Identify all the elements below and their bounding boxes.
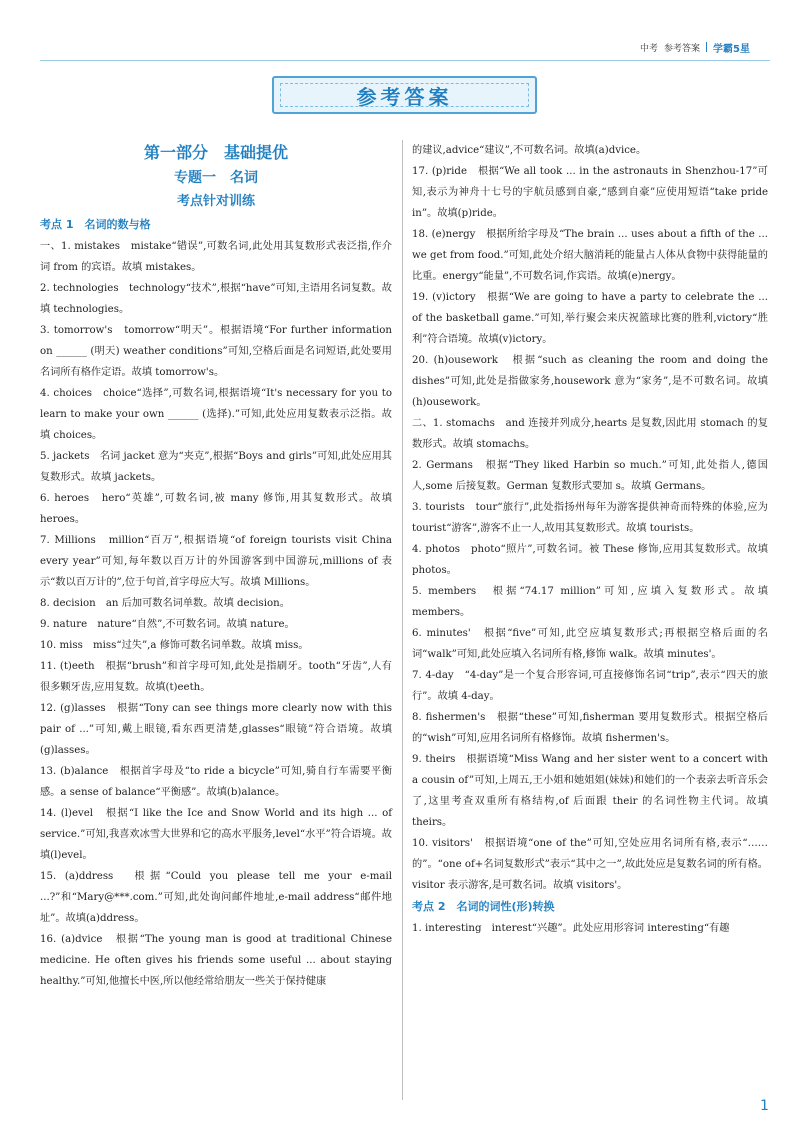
answer-item: 7. 4-day “4-day”是一个复合形容词,可直接修饰名词“trip”,表示“四天的旅行”。故填 4-day。	[412, 670, 768, 702]
answer-item: 的建议,advice“建议”,不可数名词。故填(a)dvice。	[412, 145, 647, 156]
answer-item: 6. minutes' 根据“five”可知,此空应填复数形式;再根据空格后面的名词“walk”可知,此处应填入名词所有格,修饰 walk。故填 minutes'。	[412, 628, 768, 660]
banner-title: 参考答案	[356, 84, 453, 109]
topic-title: 专题一 名词	[174, 170, 258, 186]
answer-item: 8. decision an 后加可数名词单数。故填 decision。	[40, 598, 290, 609]
answer-item: 7. Millions million“百万”,根据语境“of foreign tourists visit China every year”可知,每年数以百万计的外国游客到中国游玩,millions of 表示“数以百万计的”,位于句首,首字母应大写。故填 Millions。	[40, 535, 392, 588]
answer-item: 10. visitors' 根据语境“one of the”可知,空处应用名词所有格,表示“……的”。“one of+名词复数形式”表示“其中之一”,故此处应是复数名词的所有格。visitor 表示游客,是可数名词。故填 visitors'。	[412, 838, 768, 891]
right-column	[412, 140, 768, 939]
header-rule	[40, 60, 770, 61]
key-point-heading: 考点 2 名词的词性(形)转换	[412, 900, 555, 913]
answer-item: 13. (b)alance 根据首字母及“to ride a bicycle”可知,骑自行车需要平衡感。a sense of balance“平衡感”。故填(b)alance。	[40, 766, 392, 798]
answer-item: 5. jackets 名词 jacket 意为“夹克”,根据“Boys and girls”可知,此处应用其复数形式。故填 jackets。	[40, 451, 392, 483]
right-column-body	[412, 140, 768, 939]
answer-item: 19. (v)ictory 根据“We are going to have a party to celebrate the ... of the basketball game.”可知,举行聚会来庆祝篮球比赛的胜利,victory“胜利”符合语境。故填(v)ictory。	[412, 292, 768, 345]
answer-item: 16. (a)dvice 根据“The young man is good at traditional Chinese medicine. He often gives his friends some useful ... about staying healthy.”可知,他擅长中医,所以他经常给朋友一些关于保持健康	[40, 934, 392, 987]
answer-item: 一、1. mistakes mistake“错误”,可数名词,此处用其复数形式表泛指,作介词 from 的宾语。故填 mistakes。	[40, 241, 392, 273]
answer-item: 11. (t)eeth 根据“brush”和首字母可知,此处是指刷牙。tooth“牙齿”,人有很多颗牙齿,应用复数。故填(t)eeth。	[40, 661, 392, 693]
key-point-heading: 考点 1 名词的数与格	[40, 218, 151, 231]
answer-item: 15. (a)ddress 根据“Could you please tell me your e-mail ...?”和“Mary@***.com.”可知,此处询问邮件地址,e-mail address“邮件地址”。故填(a)ddress。	[40, 871, 392, 924]
running-header	[640, 36, 770, 58]
answer-item: 17. (p)ride 根据“We all took ... in the astronauts in Shenzhou-17”可知,表示为神舟十七号的宇航员感到自豪,“感到自豪”应使用短语“take pride in”。故填(p)ride。	[412, 166, 768, 219]
brand-logo: 学霸5星	[713, 43, 750, 55]
header-exam: 中考	[640, 43, 659, 54]
answer-item: 8. fishermen's 根据“these”可知,fisherman 要用复数形式。根据空格后的“wish”可知,应用名词所有格修饰。故填 fishermen's。	[412, 712, 768, 744]
answer-item: 14. (l)evel 根据“I like the Ice and Snow World and its high ... of service.”可知,我喜欢冰雪大世界和它的高水平服务,level“水平”符合语境。故填(l)evel。	[40, 808, 392, 861]
answer-item: 12. (g)lasses 根据“Tony can see things more clearly now with this pair of ...”可知,戴上眼镜,看东西更清楚,glasses“眼镜”符合语境。故填(g)lasses。	[40, 703, 392, 756]
left-column	[40, 140, 392, 992]
section-title: 考点针对训练	[176, 194, 255, 209]
answer-item: 9. nature nature“自然”,不可数名词。故填 nature。	[40, 619, 295, 630]
answer-item: 18. (e)nergy 根据所给字母及“The brain ... uses about a fifth of the ... we get from food.”可知,此处介绍大脑消耗的能量占人体从食物中获得能量的比重。energy“能量”,不可数名词,作宾语。故填(e)nergy。	[412, 229, 768, 282]
answer-item: 2. technologies technology“技术”,根据“have”可知,主语用名词复数。故填 technologies。	[40, 283, 392, 315]
answer-item: 20. (h)ousework 根据“such as cleaning the room and doing the dishes”可知,此处是指做家务,housework 意为“家务”,是不可数名词。故填(h)ousework。	[412, 355, 768, 408]
answer-item: 4. choices choice“选择”,可数名词,根据语境“It's necessary for you to learn to make your own ______ (选择).”可知,此处应用复数表示泛指。故填 choices。	[40, 388, 392, 441]
answer-item: 1. interesting interest“兴趣”。此处应用形容词 interesting“有趣	[412, 923, 730, 934]
answer-item: 5. members 根据“74.17 million”可知,应填入复数形式。故填 members。	[412, 586, 768, 618]
left-column-body	[40, 214, 392, 992]
answer-item: 3. tourists tour“旅行”,此处指扬州每年为游客提供神奇而特殊的体验,应为 tourist“游客”,游客不止一人,故用其复数形式。故填 tourists。	[412, 502, 768, 534]
answer-item: 9. theirs 根据语境“Miss Wang and her sister went to a concert with a cousin of”可知,上周五,王小姐和她姐姐(妹妹)和她们的一个表亲去听音乐会了,这里考查双重所有格结构,of 后面跟 their 的名词性物主代词。故填 theirs。	[412, 754, 768, 828]
header-answers: 参考答案	[664, 43, 701, 54]
answer-item: 10. miss miss“过失”,a 修饰可数名词单数。故填 miss。	[40, 640, 309, 651]
title-banner	[272, 76, 537, 114]
part-title: 第一部分 基础提优	[143, 143, 288, 162]
answer-item: 3. tomorrow's tomorrow“明天”。根据语境“For further information on ______ (明天) weather conditions”可知,空格后面是名词短语,此处要用名词所有格作定语。故填 tomorrow's。	[40, 325, 392, 378]
banner-dashed-border	[280, 83, 529, 107]
answer-item: 6. heroes hero“英雄”,可数名词,被 many 修饰,用其复数形式。故填 heroes。	[40, 493, 392, 525]
header-separator	[706, 42, 707, 52]
column-divider	[402, 140, 403, 1100]
page-number: 1	[760, 1098, 769, 1114]
answer-item: 二、1. stomachs and 连接并列成分,hearts 是复数,因此用 stomach 的复数形式。故填 stomachs。	[412, 418, 768, 450]
answer-item: 2. Germans 根据“They liked Harbin so much.”可知,此处指人,德国人,some 后接复数。German 复数形式要加 s。故填 Germans。	[412, 460, 768, 492]
answer-item: 4. photos photo“照片”,可数名词。被 These 修饰,应用其复数形式。故填 photos。	[412, 544, 768, 576]
